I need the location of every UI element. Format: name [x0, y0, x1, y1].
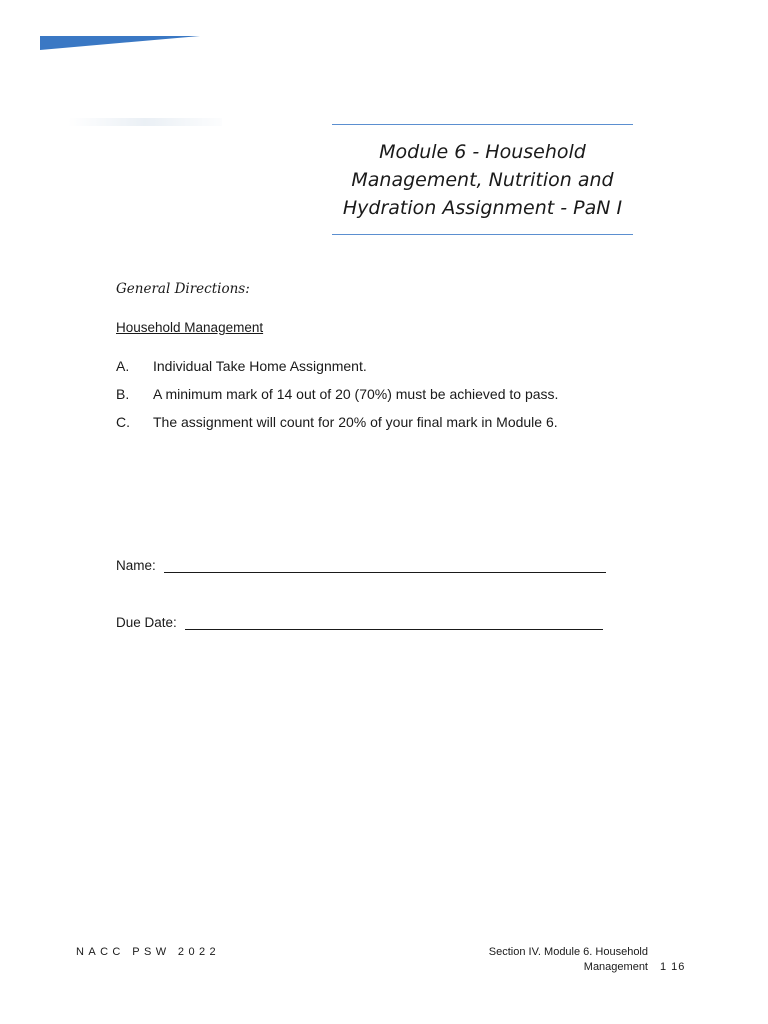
general-directions-heading: General Directions: [116, 281, 250, 297]
title-line-3: Hydration Assignment - PaN I [342, 196, 623, 219]
list-item [116, 386, 558, 414]
list-item-text: The assignment will count for 20% of your final mark in Module 6. [153, 414, 558, 430]
footer-right-line-2: Management [583, 961, 648, 973]
list-item [116, 358, 558, 386]
list-item-letter: C. [116, 414, 130, 430]
due-date-label: Due Date: [116, 615, 177, 630]
page-number: 1 16 [660, 961, 686, 973]
list-item-letter: A. [116, 358, 130, 374]
title-line-1: Module 6 - Household [379, 140, 586, 163]
faint-decoration [68, 118, 222, 126]
due-date-field-row [116, 615, 603, 630]
due-date-field[interactable] [185, 615, 603, 630]
title-line-2: Management, Nutrition and [351, 168, 614, 191]
footer-right-line-1: Section IV. Module 6. Household [488, 946, 648, 958]
list-item-text: A minimum mark of 14 out of 20 (70%) must be achieved to pass. [153, 386, 559, 402]
footer-right [489, 945, 648, 975]
section-heading: Household Management [116, 320, 264, 335]
directions-list [116, 358, 558, 442]
header-accent-bar [40, 35, 200, 50]
footer-left: NACC PSW 2022 [76, 946, 221, 958]
document-title [333, 138, 633, 222]
name-field[interactable] [164, 558, 606, 573]
name-label: Name: [116, 558, 156, 573]
list-item [116, 414, 558, 442]
list-item-letter: B. [116, 386, 130, 402]
title-block [332, 124, 633, 235]
name-field-row [116, 558, 606, 573]
list-item-text: Individual Take Home Assignment. [153, 358, 367, 374]
